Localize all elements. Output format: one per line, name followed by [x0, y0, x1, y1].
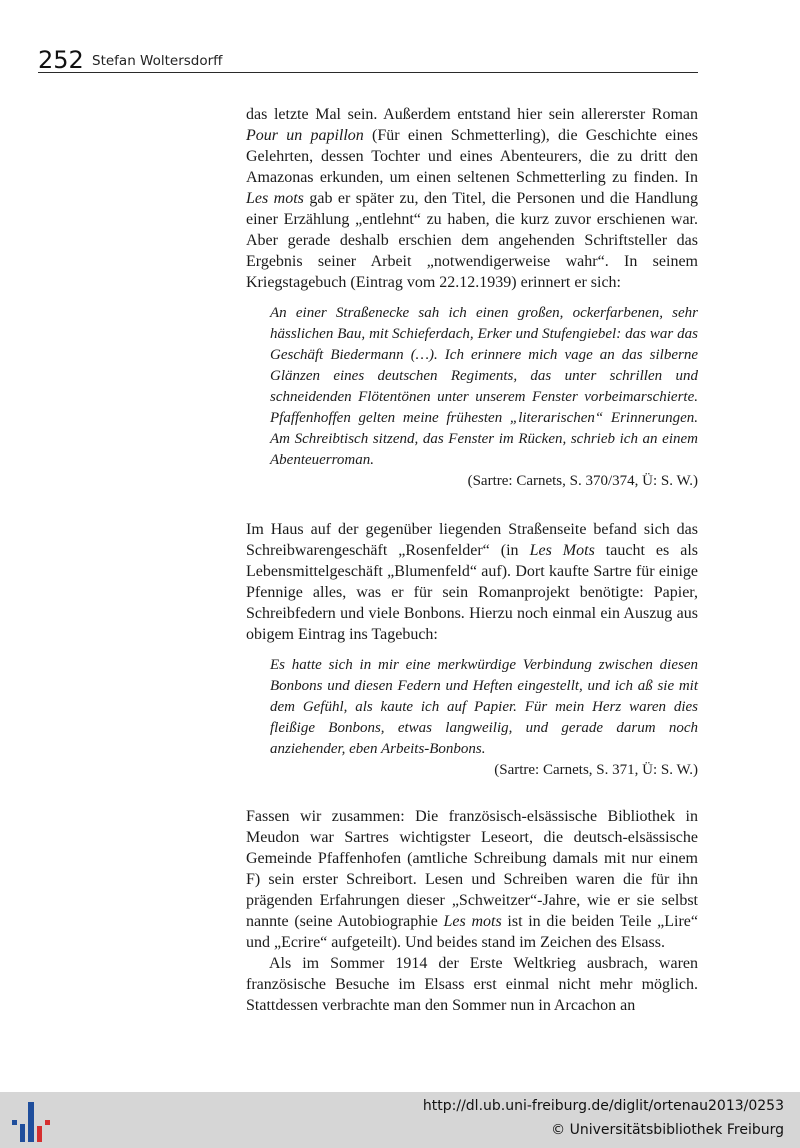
text-run: ist in die beiden Teile „Lire“ und „Ecrire“ aufgeteilt). Und beides stand im Zeichen des Elsass.	[246, 913, 699, 951]
library-logo-icon	[8, 1100, 52, 1144]
paragraph-2	[246, 519, 698, 645]
text-run: (Für einen Schmetterling), die Geschichte eines Gelehrten, dessen Tochter und eines Abenteurers, die zu dritt den Amazonas erkunden, um einen seltenen Schmetterling zu finden. In	[246, 127, 698, 186]
book-title: Les mots	[246, 190, 304, 207]
paragraph-1	[246, 104, 698, 293]
citation-1: (Sartre: Carnets, S. 370/374, Ü: S. W.)	[467, 473, 698, 489]
text-run: gab er später zu, den Titel, die Personen und die Handlung einer Erzählung „entlehnt“ zu haben, die kurz zuvor erschienen war. Aber gerade deshalb erschien dem angehenden Schriftsteller das Ergebnis seiner Arbeit „notwendigerweise wahr“. In seinem Kriegstagebuch (Eintrag vom 22.12.1939) erinnert er sich:	[246, 190, 698, 291]
document-url-link[interactable]: http://dl.ub.uni-freiburg.de/diglit/ortenau2013/0253	[422, 1098, 784, 1114]
copyright-notice: © Universitätsbibliothek Freiburg	[551, 1122, 784, 1138]
paragraph-4: Als im Sommer 1914 der Erste Weltkrieg ausbrach, waren französische Besuche im Elsass erst einmal nicht mehr möglich. Stattdessen verbrachte man den Sommer nun in Arcachon an	[246, 955, 698, 1014]
citation-2: (Sartre: Carnets, S. 371, Ü: S. W.)	[494, 762, 698, 778]
footer-bar	[0, 1092, 800, 1148]
page-number: 252	[38, 46, 84, 74]
block-quote-2: Es hatte sich in mir eine merkwürdige Verbindung zwischen diesen Bonbons und diesen Federn und Heften eingestellt, und ich aß sie mit dem Gefühl, als kaute ich auf Papier. Für mein Herz waren dies fleißige Bonbons, etwas langweilig, und gerade darum noch anziehender, eben Arbeits-Bonbons.	[270, 657, 698, 757]
book-title: Pour un papillon	[246, 127, 364, 144]
text-column	[246, 104, 698, 1016]
text-run: Im Haus auf der gegenüber liegenden Straßenseite befand sich das Schreibwarengeschäft „Rosenfelder“ (in	[246, 521, 698, 559]
page-header	[38, 44, 698, 73]
book-title: Les Mots	[529, 542, 595, 559]
text-run: taucht es als Lebensmittelgeschäft „Blumenfeld“ auf). Dort kaufte Sartre für einige Pfennige alles, was er für sein Romanprojekt benötigte: Papier, Schreibfedern und viele Bonbons. Hierzu noch einmal ein Auszug aus obigem Eintrag ins Tagebuch:	[246, 542, 698, 643]
paragraph-3	[246, 806, 698, 953]
running-head-author: Stefan Woltersdorff	[92, 53, 223, 69]
text-run: das letzte Mal sein. Außerdem entstand hier sein allererster Roman	[246, 106, 698, 123]
block-quote-1: An einer Straßenecke sah ich einen großen, ockerfarbenen, sehr hässlichen Bau, mit Schieferdach, Erker und Stufengiebel: das war das Geschäft Biedermann (…). Ich erinnere mich vage an das silberne Glänzen eines deutschen Regiments, das unter schrillen und schneidenden Flötentönen unter unserem Fenster vorbeimarschierte. Pfaffenhoffen gelten meine frühesten „literarischen“ Erinnerungen. Am Schreibtisch sitzend, das Fenster im Rücken, schrieb ich an einem Abenteuerroman.	[270, 305, 698, 468]
book-title: Les mots	[443, 913, 502, 930]
text-run: Fassen wir zusammen: Die französisch-elsässische Bibliothek in Meudon war Sartres wichtigster Leseort, die deutsch-elsässische Gemeinde Pfaffenhofen (amtliche Schreibung damals mit nur einem F) sein erster Schreibort. Lesen und Schreiben waren die für ihn prägenden Erfahrungen dieser „Schweitzer“-Jahre, wie er sie selbst nannte (seine Autobiographie	[246, 808, 698, 930]
